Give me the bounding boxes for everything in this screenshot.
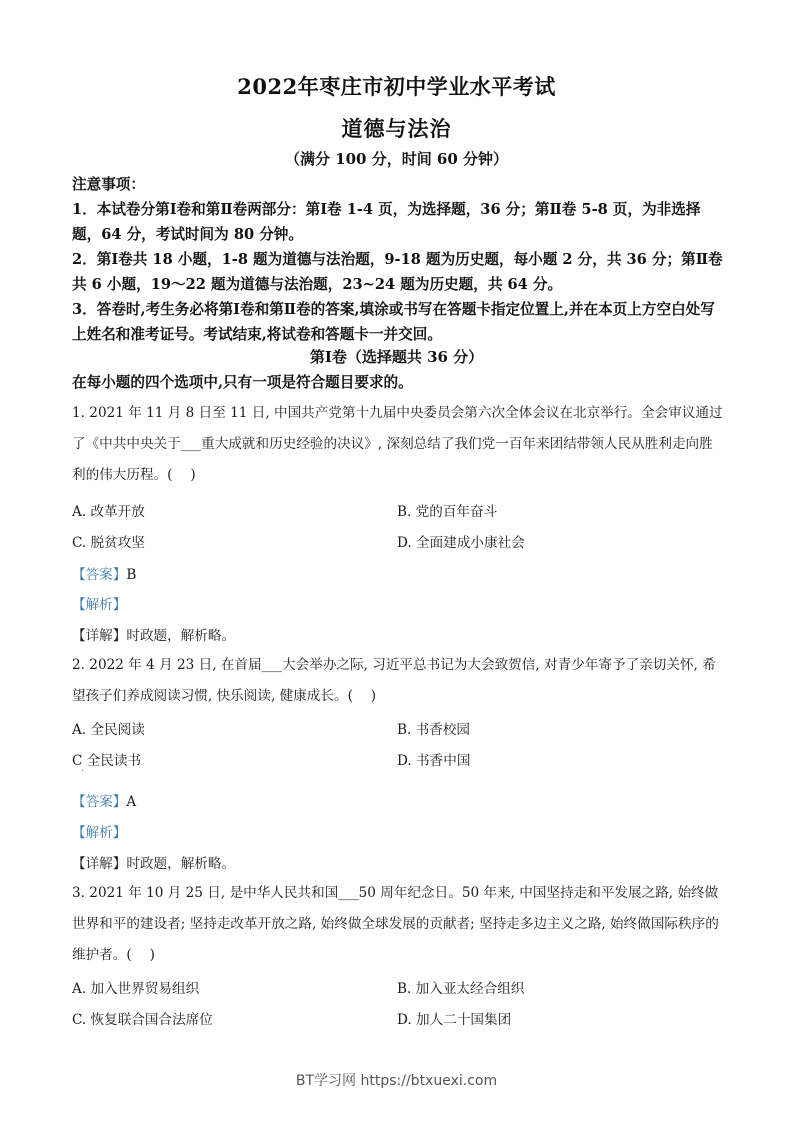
answer-value: B <box>126 567 137 583</box>
section-instruction: 在每小题的四个选项中,只有一项是符合题目要求的。 <box>72 374 413 391</box>
section-title: 第Ⅰ卷（选择题共 36 分） <box>309 348 484 366</box>
question-3-option-a: A. 加入世界贸易组织 <box>72 981 200 997</box>
detail-label: 【详解】 <box>72 856 127 872</box>
watermark-footer: BT学习网 https://btxuexi.com <box>295 1073 498 1089</box>
question-1-analysis-label: 【解析】 <box>72 597 127 613</box>
question-3-option-c: C. 恢复联合国合法席位 <box>72 1012 213 1028</box>
question-3-stem: 3. 2021 年 10 月 25 日, 是中华人民共和国___50 周年纪念日。50 年来, 中国坚持走和平发展之路, 始终做世界和平的建设者; 坚持走改革开放之路, 始终做全球发展的贡献者; 坚持走多边主义之路, 始终做国际秩序的维护者。( ) <box>72 885 719 963</box>
answer-value: A <box>126 794 137 810</box>
question-2-answer <box>72 790 136 810</box>
detail-text: 时政题，解析略。 <box>126 856 236 872</box>
question-2-detail <box>72 852 235 872</box>
stray-dot: · <box>81 766 85 777</box>
exam-subject: 道德与法治 <box>341 116 452 141</box>
notice-block <box>72 172 724 347</box>
question-2-option-c: C 全民读书 <box>72 753 142 769</box>
answer-label: 【答案】 <box>72 794 127 810</box>
exam-meta: （满分 100 分，时间 60 分钟） <box>284 150 509 168</box>
notice-item-3: 3．答卷时,考生务必将第Ⅰ卷和第Ⅱ卷的答案,填涂或书写在答题卡指定位置上,并在本页上方空白处写上姓名和准考证号。考试结束,将试卷和答题卡一并交回。 <box>72 301 715 343</box>
question-2-option-d: D. 书香中国 <box>397 753 471 769</box>
detail-label: 【详解】 <box>72 628 127 644</box>
notice-heading: 注意事项： <box>72 176 145 193</box>
answer-label: 【答案】 <box>72 567 127 583</box>
question-1-stem: 1. 2021 年 11 月 8 日至 11 日, 中国共产党第十九届中央委员会第六次全体会议在北京举行。全会审议通过了《中共中央关于___重大成就和历史经验的决议》, 深刻总结了我们党一百年来团结带领人民从胜利走向胜利的伟大历程。( ) <box>72 405 723 483</box>
question-1-option-d: D. 全面建成小康社会 <box>397 535 525 551</box>
question-2-option-b: B. 书香校园 <box>397 722 471 738</box>
notice-item-2: 2．第Ⅰ卷共 18 小题，1-8 题为道德与法治题，9-18 题为历史题，每小题 2 分，共 36 分；第Ⅱ卷共 6 小题，19～22 题为道德与法治题，23~24 题为历史题，共 64 分。 <box>72 251 723 293</box>
notice-item-1: 1．本试卷分第Ⅰ卷和第Ⅱ卷两部分：第Ⅰ卷 1-4 页，为选择题，36 分；第Ⅱ卷 5-8 页，为非选择题，64 分，考试时间为 80 分钟。 <box>72 201 701 243</box>
question-2-analysis-label: 【解析】 <box>72 825 127 841</box>
exam-title: 2022年枣庄市初中学业水平考试 <box>237 74 556 99</box>
question-1-option-b: B. 党的百年奋斗 <box>397 504 498 520</box>
question-1-detail <box>72 624 235 644</box>
detail-text: 时政题，解析略。 <box>126 628 236 644</box>
question-3-option-d: D. 加人二十国集团 <box>397 1012 512 1028</box>
question-3-option-b: B. 加入亚太经合组织 <box>397 981 525 997</box>
question-1-option-c: C. 脱贫攻坚 <box>72 535 145 551</box>
question-2-stem: 2. 2022 年 4 月 23 日, 在首届___大会举办之际, 习近平总书记为大会致贺信, 对青少年寄予了亲切关怀, 希望孩子们养成阅读习惯, 快乐阅读, 健康成长。( ) <box>72 657 716 704</box>
question-1-option-a: A. 改革开放 <box>72 504 145 520</box>
question-2-option-a: A. 全民阅读 <box>72 722 145 738</box>
question-1-answer <box>72 563 136 583</box>
